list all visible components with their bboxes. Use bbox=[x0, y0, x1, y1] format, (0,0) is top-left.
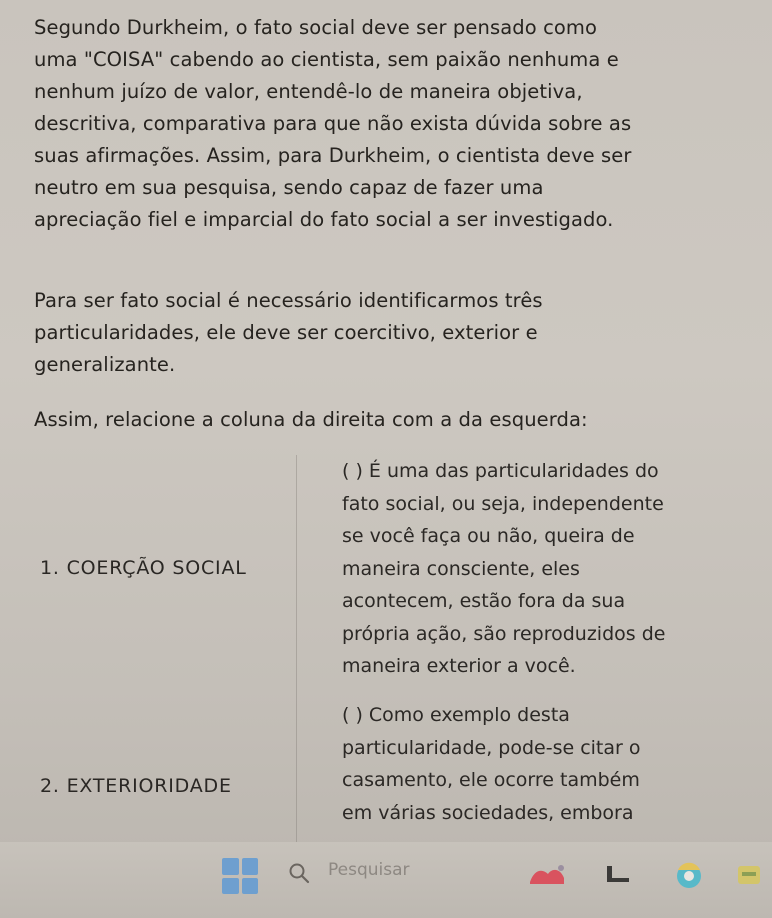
requirements-line: particularidades, ele deve ser coercitivo, exterior e bbox=[34, 321, 538, 344]
left-column-item-2: 2. EXTERIORIDADE bbox=[40, 775, 232, 797]
taskbar-search-input[interactable]: Pesquisar bbox=[328, 860, 410, 880]
file-explorer-icon[interactable] bbox=[604, 862, 634, 888]
description-line: acontecem, estão fora da sua bbox=[342, 590, 626, 612]
requirements-paragraph bbox=[34, 285, 754, 381]
description-line: própria ação, são reproduzidos de bbox=[342, 622, 666, 645]
intro-line: apreciação fiel e imparcial do fato social a ser investigado. bbox=[34, 208, 614, 231]
description-line: maneira exterior a você. bbox=[342, 655, 576, 677]
taskbar bbox=[0, 842, 772, 918]
right-column-item-2[interactable] bbox=[342, 699, 732, 829]
requirements-line: generalizante. bbox=[34, 353, 176, 376]
weather-icon[interactable] bbox=[528, 862, 568, 888]
description-line: ( ) Como exemplo desta bbox=[342, 704, 570, 726]
description-line: particularidade, pode-se citar o bbox=[342, 736, 641, 759]
app-icon[interactable] bbox=[734, 862, 764, 888]
intro-line: uma "COISA" cabendo ao cientista, sem paixão nenhuma e bbox=[34, 48, 619, 71]
description-line: casamento, ele ocorre também bbox=[342, 769, 640, 791]
description-line: se você faça ou não, queira de bbox=[342, 525, 635, 547]
search-icon[interactable] bbox=[288, 862, 310, 884]
requirements-line: Para ser fato social é necessário identificarmos três bbox=[34, 289, 543, 312]
intro-line: nenhum juízo de valor, entendê-lo de maneira objetiva, bbox=[34, 80, 583, 103]
intro-line: suas afirmações. Assim, para Durkheim, o cientista deve ser bbox=[34, 144, 632, 167]
windows-start-icon[interactable] bbox=[222, 858, 258, 894]
intro-paragraph bbox=[34, 12, 754, 236]
left-column-item-1: 1. COERÇÃO SOCIAL bbox=[40, 557, 247, 579]
chrome-icon[interactable] bbox=[672, 862, 706, 890]
description-line: maneira consciente, eles bbox=[342, 557, 580, 580]
description-line: fato social, ou seja, independente bbox=[342, 492, 664, 515]
description-line: em várias sociedades, embora bbox=[342, 801, 634, 824]
intro-line: Segundo Durkheim, o fato social deve ser pensado como bbox=[34, 16, 598, 39]
instruction-text bbox=[34, 404, 754, 436]
intro-line: neutro em sua pesquisa, sendo capaz de fazer uma bbox=[34, 176, 544, 199]
instruction-line: Assim, relacione a coluna da direita com a da esquerda: bbox=[34, 408, 588, 431]
description-line: ( ) É uma das particularidades do bbox=[342, 460, 659, 482]
intro-line: descritiva, comparativa para que não exista dúvida sobre as bbox=[34, 112, 632, 135]
right-column-item-1[interactable] bbox=[342, 455, 732, 683]
